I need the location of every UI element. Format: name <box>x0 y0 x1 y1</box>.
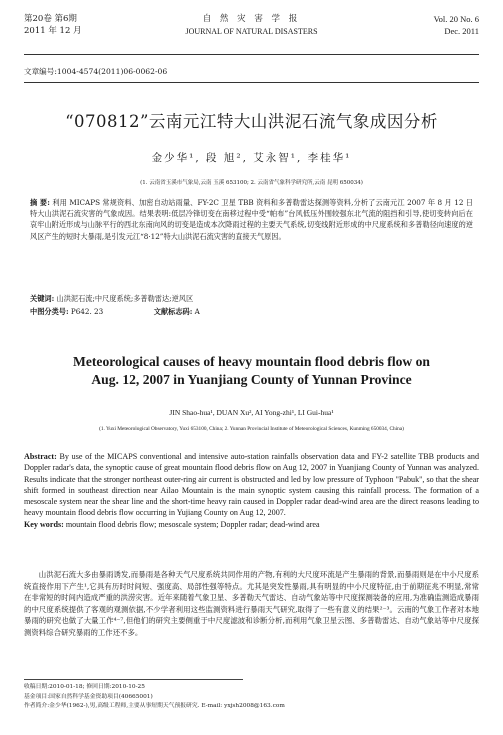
article-number: 文章编号:1004-4574(2011)06-0062-06 <box>24 67 168 76</box>
affiliation-en: (1. Yuxi Meteorological Observatory, Yuxi 653100, China; 2. Yunnan Provincial Institute of Meteorological Sciences, Kunming 650034, China) <box>99 426 404 432</box>
abstract-cn-text: 利用 MICAPS 常规资料、加密自动站雨量、FY-2C 卫星 TBB 资料和多普勒雷达探测等资料,分析了云南元江 2007 年 8 月 12 日特大山洪泥石流灾害的气象成因。结果表明:低层冷锋切变在南移过程中受“帕布”台风低压外围较强东北气流的阻挡和引导,使切变转向后在哀牢山附近形成与山脉平行的西北东南向风的切变是造成本次降雨过程的主要天气系统,切变线附近形成的中尺度系统和多普勒径向速度的逆风区产生的短时大暴雨,是引发元江“8·12”特大山洪泥石流灾害的直接天气原因。 <box>30 198 473 241</box>
abstract-en-label: Abstract: <box>24 452 57 461</box>
keywords-en <box>24 519 479 530</box>
body-paragraph: 山洪泥石流大多由暴雨诱发,而暴雨是各种天气尺度系统共同作用的产物,有利的大尺度环流是产生暴雨的背景,而暴雨则是在中小尺度系统直接作用下产生¹,它具有历时时间短、强度高、局部性强等特点。尤其是突发性暴雨,具有明显的中小尺度特征,由于前期征兆不明显,常常在非常短的时间内造成严重的洪涝灾害。近年来随着气象卫星、多普勒天气雷达、自动气象站等中尺度探测装备的应用,为准确监测造成暴雨的中尺度系统提供了客观的观测依据,不少学者利用这些监测资料进行暴雨天气研究,取得了一些有意义的结果²⁻³。云南的气象工作者对本地暴雨的研究也做了大量工作⁴⁻⁷,但他们的研究主要侧重于中尺度滤波和诊断分析,而利用气象卫星云图、多普勒雷达、自动气象站等中尺度探测资料综合研究暴雨的工作还不多。 <box>24 570 479 637</box>
clc-value: P642. 23 <box>70 307 104 316</box>
footnote-rule <box>24 679 243 680</box>
abstract-en <box>24 451 479 530</box>
footnote-fund: 基金项目:国家自然科学基金资助项目(40665001) <box>24 693 153 700</box>
doc-code-value: A <box>194 307 200 316</box>
classification-line <box>30 306 473 317</box>
authors-cn: 金少华¹, 段 旭², 艾永智¹, 李桂华¹ <box>151 152 352 164</box>
abstract-cn-label: 摘 要: <box>30 198 50 207</box>
journal-name-cn: 自 然 灾 害 学 报 <box>202 14 301 24</box>
publication-date: 2011 年 12 月 <box>24 26 82 36</box>
abstract-cn <box>30 197 473 242</box>
keywords-en-text: mountain flood debris flow; mesoscale system; Doppler radar; dead-wind area <box>65 519 320 529</box>
clc-label: 中图分类号: <box>30 307 69 316</box>
title-en-line1: Meteorological causes of heavy mountain flood debris flow on <box>73 354 430 369</box>
article-number-rule <box>24 82 479 83</box>
publication-date-en: Dec. 2011 <box>444 26 479 36</box>
volume-issue-en: Vol. 20 No. 6 <box>433 14 479 24</box>
title-en-line2: Aug. 12, 2007 in Yuanjiang County of Yunnan Province <box>91 372 412 387</box>
title-en <box>30 353 473 389</box>
affiliation-cn: (1. 云南省玉溪市气象局,云南 玉溪 653100; 2. 云南省气象科学研究所,云南 昆明 650034) <box>140 180 363 186</box>
footnotes <box>24 683 479 712</box>
volume-issue: 第20卷 第6期 <box>24 14 77 24</box>
keywords-cn-label: 关键词: <box>30 294 55 303</box>
header-rule <box>24 54 479 55</box>
keywords-en-label: Key words: <box>24 519 64 529</box>
title-cn: “070812”云南元江特大山洪泥石流气象成因分析 <box>65 112 438 131</box>
doc-code-label: 文献标志码: <box>153 307 193 316</box>
keywords-cn <box>30 293 473 304</box>
footnote-received: 收稿日期:2010-01-18; 修回日期:2010-10-25 <box>24 684 145 690</box>
journal-header <box>24 14 479 52</box>
abstract-en-text: By use of the MICAPS conventional and intensive auto-station rainfalls observation data and FY-2 satellite TBB products and Doppler radar's data, the synoptic cause of great mountain flood debris flow on Aug 12, 2007 in Yuanjiang County of Yunnan was analyzed. Results indicate that the stronger northeast outer-ring air current is obstructed and led by low pressure of Typhoon "Pabuk", so that the shear shift formed in southeast direction near Ailao Mountain is the main synoptic system causing this rainfall process. The formation of a mesoscale system near the shear line and the short-time heavy rain caused in Doppler radar dead-wind area are the direct reasons leading to heavy mountain flood debris flow occurring in Yujiang County on Aug 12, 2007. <box>24 452 479 518</box>
keywords-cn-text: 山洪泥石流;中尺度系统;多普勒雷达;逆风区 <box>56 294 194 303</box>
authors-en: JIN Shao-hua¹, DUAN Xu², AI Yong-zhi¹, LI Gui-hua¹ <box>169 408 334 417</box>
footnote-author: 作者简介:金少华(1962-),男,高级工程师,主要从事短期天气预报研究. E-mail: yxjsh2008@163.com <box>24 703 285 709</box>
journal-name-en: JOURNAL OF NATURAL DISASTERS <box>185 27 318 36</box>
